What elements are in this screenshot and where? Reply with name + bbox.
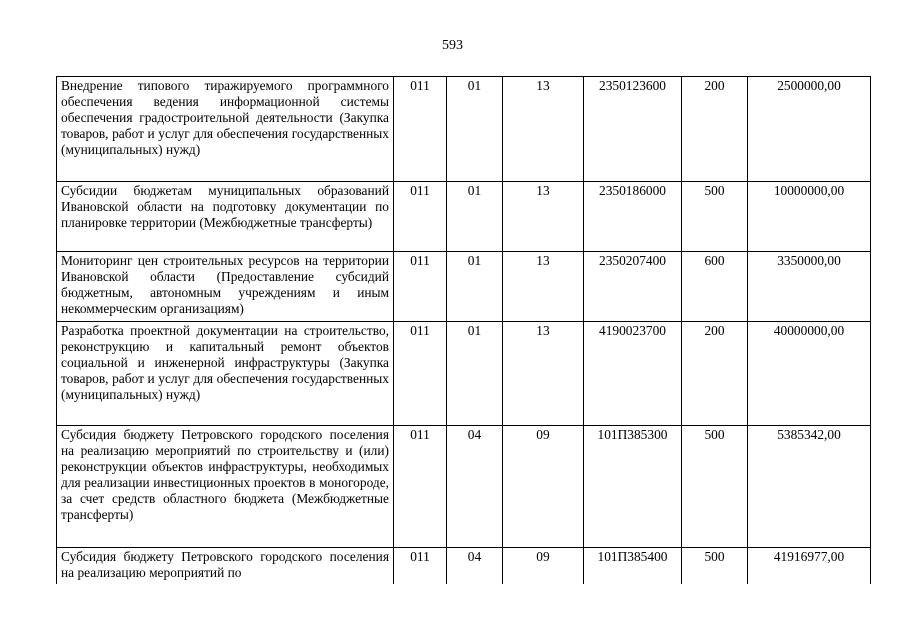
section-code-cell: 04	[447, 548, 503, 584]
subsection-code-cell: 13	[503, 77, 584, 182]
page-number: 593	[442, 38, 463, 53]
expense-type-cell: 500	[682, 548, 748, 584]
amount-cell: 41916977,00	[748, 548, 871, 584]
expense-name-cell: Субсидия бюджету Петровского городского поселения на реализацию мероприятий по строительству и (или) реконструкции объектов инфраструктуры, необходимых для реализации инвестиционных проектов в моногороде, за счет средств областного бюджета (Межбюджетные трансферты)	[57, 426, 394, 548]
table-row	[57, 77, 871, 182]
target-article-cell: 2350186000	[584, 182, 682, 252]
grbs-code-cell: 011	[394, 548, 447, 584]
table-row	[57, 548, 871, 584]
expense-name-cell: Внедрение типового тиражируемого программного обеспечения ведения информационной системы обеспечения градостроительной деятельности (Закупка товаров, работ и услуг для обеспечения государственных (муниципальных) нужд)	[57, 77, 394, 182]
expense-type-cell: 600	[682, 252, 748, 322]
amount-cell: 10000000,00	[748, 182, 871, 252]
section-code-cell: 01	[447, 77, 503, 182]
grbs-code-cell: 011	[394, 322, 447, 426]
target-article-cell: 4190023700	[584, 322, 682, 426]
target-article-cell: 2350207400	[584, 252, 682, 322]
section-code-cell: 01	[447, 322, 503, 426]
expense-name-cell: Мониторинг цен строительных ресурсов на территории Ивановской области (Предоставление субсидий бюджетным, автономным учреждениям и иным некоммерческим организациям)	[57, 252, 394, 322]
expense-name-cell: Разработка проектной документации на строительство, реконструкцию и капитальный ремонт объектов социальной и инженерной инфраструктуры (Закупка товаров, работ и услуг для обеспечения государственных (муниципальных) нужд)	[57, 322, 394, 426]
amount-cell: 3350000,00	[748, 252, 871, 322]
expense-type-cell: 200	[682, 77, 748, 182]
grbs-code-cell: 011	[394, 252, 447, 322]
section-code-cell: 01	[447, 182, 503, 252]
table-row	[57, 426, 871, 548]
table-row	[57, 322, 871, 426]
target-article-cell: 2350123600	[584, 77, 682, 182]
expense-type-cell: 200	[682, 322, 748, 426]
expense-type-cell: 500	[682, 182, 748, 252]
expense-name-cell: Субсидии бюджетам муниципальных образований Ивановской области на подготовку документации по планировке территории (Межбюджетные трансферты)	[57, 182, 394, 252]
grbs-code-cell: 011	[394, 182, 447, 252]
table-row	[57, 182, 871, 252]
amount-cell: 40000000,00	[748, 322, 871, 426]
expense-name-cell: Субсидия бюджету Петровского городского поселения на реализацию мероприятий по	[57, 548, 394, 584]
subsection-code-cell: 09	[503, 548, 584, 584]
subsection-code-cell: 09	[503, 426, 584, 548]
subsection-code-cell: 13	[503, 322, 584, 426]
amount-cell: 5385342,00	[748, 426, 871, 548]
expense-type-cell: 500	[682, 426, 748, 548]
section-code-cell: 01	[447, 252, 503, 322]
grbs-code-cell: 011	[394, 426, 447, 548]
amount-cell: 2500000,00	[748, 77, 871, 182]
budget-table	[56, 76, 871, 584]
target-article-cell: 101П385300	[584, 426, 682, 548]
table-row	[57, 252, 871, 322]
target-article-cell: 101П385400	[584, 548, 682, 584]
subsection-code-cell: 13	[503, 182, 584, 252]
grbs-code-cell: 011	[394, 77, 447, 182]
subsection-code-cell: 13	[503, 252, 584, 322]
section-code-cell: 04	[447, 426, 503, 548]
